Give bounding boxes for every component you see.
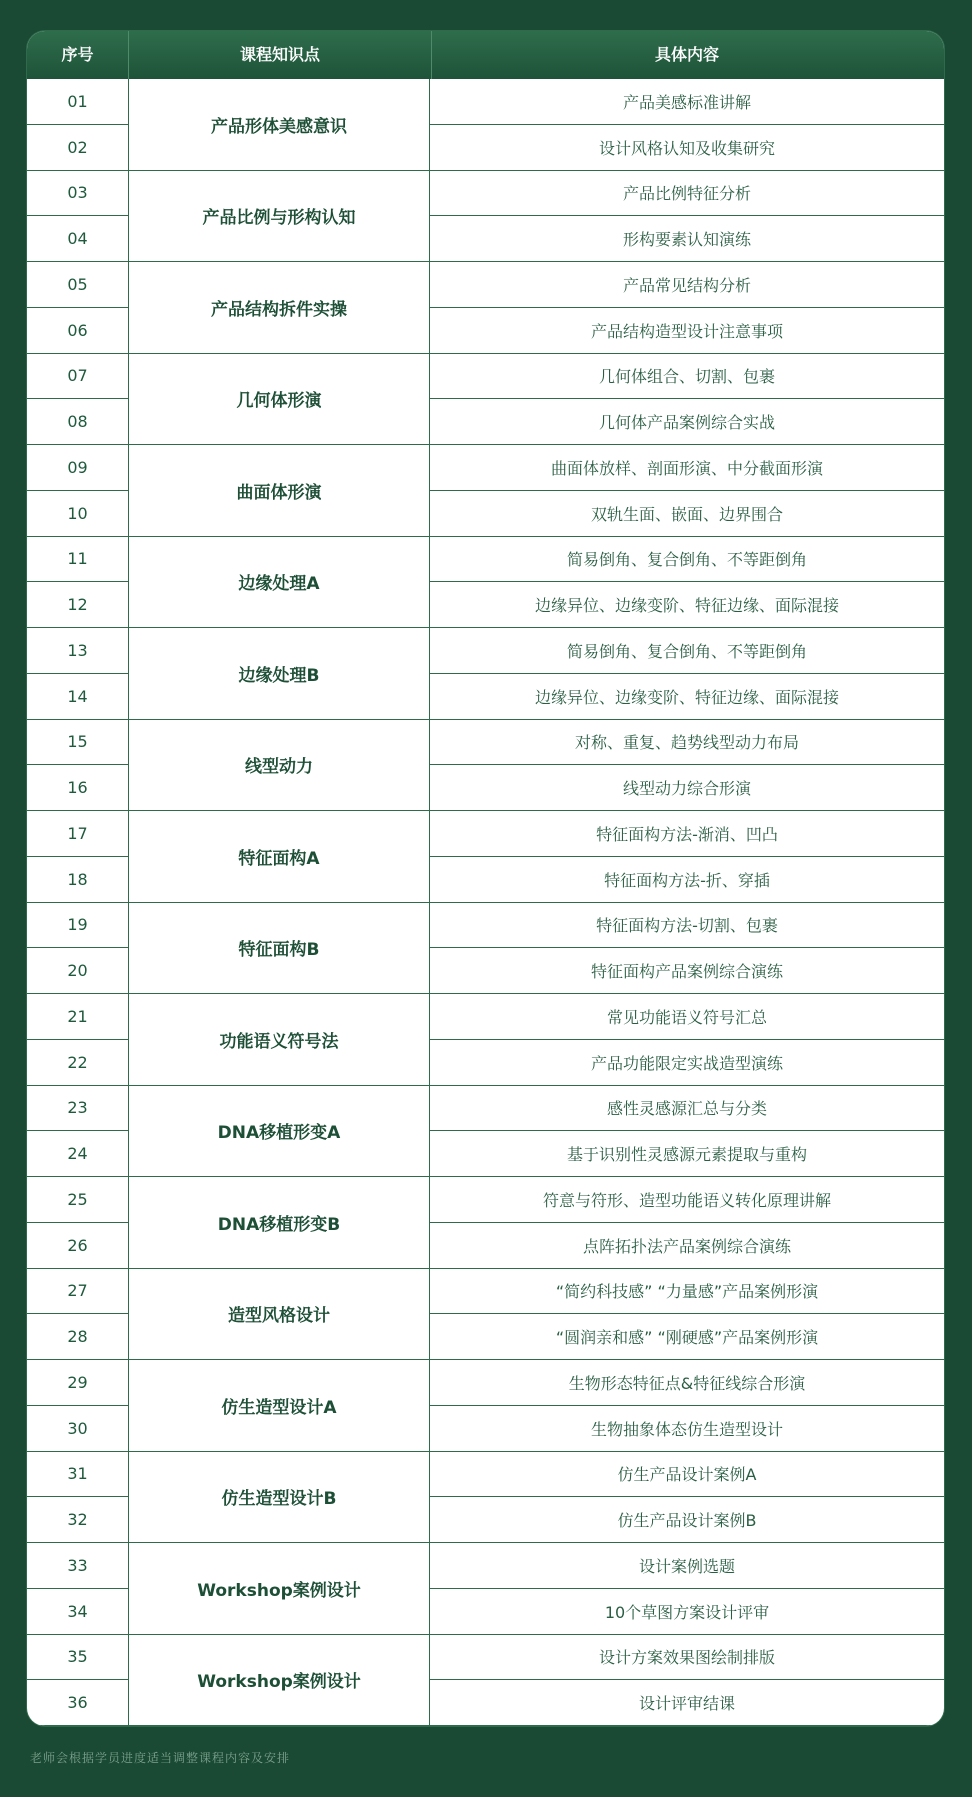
row-number: 30 [27, 1406, 128, 1452]
row-content: 10个草图方案设计评审 [430, 1589, 944, 1635]
table-row [27, 1360, 944, 1406]
row-number: 19 [27, 903, 128, 949]
row-content: 特征面构方法-切割、包裹 [430, 903, 944, 949]
table-row [27, 354, 944, 400]
row-content: 点阵拓扑法产品案例综合演练 [430, 1223, 944, 1269]
row-number: 14 [27, 674, 128, 720]
table-row [27, 1177, 944, 1223]
row-number: 34 [27, 1589, 128, 1635]
row-number: 08 [27, 399, 128, 445]
row-content: 感性灵感源汇总与分类 [430, 1086, 944, 1132]
table-row [27, 1497, 944, 1543]
row-number: 23 [27, 1086, 128, 1132]
table-row [27, 1269, 944, 1315]
row-content: 曲面体放样、剖面形演、中分截面形演 [430, 445, 944, 491]
table-row [27, 811, 944, 857]
table-row [27, 948, 944, 994]
course-topic: 线型动力 [128, 720, 430, 812]
table-row [27, 720, 944, 766]
table-row [27, 765, 944, 811]
row-number: 24 [27, 1131, 128, 1177]
table-row [27, 1314, 944, 1360]
row-number: 05 [27, 262, 128, 308]
row-content: 仿生产品设计案例B [430, 1497, 944, 1543]
row-number: 25 [27, 1177, 128, 1223]
row-number: 17 [27, 811, 128, 857]
table-row [27, 537, 944, 583]
row-content: 设计评审结课 [430, 1680, 944, 1726]
course-topic: 特征面构A [128, 811, 430, 903]
course-topic: Workshop案例设计 [128, 1543, 430, 1635]
row-number: 04 [27, 216, 128, 262]
row-number: 33 [27, 1543, 128, 1589]
table-row [27, 216, 944, 262]
row-content: 几何体产品案例综合实战 [430, 399, 944, 445]
row-number: 21 [27, 994, 128, 1040]
course-topic: DNA移植形变A [128, 1086, 430, 1178]
row-content: 生物形态特征点&特征线综合形演 [430, 1360, 944, 1406]
course-topic: 功能语义符号法 [128, 994, 430, 1086]
table-row [27, 1589, 944, 1635]
row-number: 13 [27, 628, 128, 674]
table-row [27, 1635, 944, 1681]
row-number: 01 [27, 79, 128, 125]
row-content: 特征面构方法-渐消、凹凸 [430, 811, 944, 857]
row-content: 线型动力综合形演 [430, 765, 944, 811]
row-content: 设计风格认知及收集研究 [430, 125, 944, 171]
table-row [27, 1543, 944, 1589]
course-topic: 仿生造型设计B [128, 1452, 430, 1544]
row-number: 09 [27, 445, 128, 491]
table-row [27, 262, 944, 308]
row-number: 06 [27, 308, 128, 354]
row-number: 12 [27, 582, 128, 628]
row-content: 符意与符形、造型功能语义转化原理讲解 [430, 1177, 944, 1223]
row-number: 20 [27, 948, 128, 994]
row-number: 11 [27, 537, 128, 583]
table-row [27, 628, 944, 674]
row-number: 29 [27, 1360, 128, 1406]
row-content: 边缘异位、边缘变阶、特征边缘、面际混接 [430, 582, 944, 628]
row-content: 简易倒角、复合倒角、不等距倒角 [430, 628, 944, 674]
row-number: 22 [27, 1040, 128, 1086]
row-content: 设计案例选题 [430, 1543, 944, 1589]
course-topic: 特征面构B [128, 903, 430, 995]
course-topic: 边缘处理A [128, 537, 430, 629]
row-number: 35 [27, 1635, 128, 1681]
course-topic: 产品结构拆件实操 [128, 262, 430, 354]
row-content: “简约科技感” “力量感”产品案例形演 [430, 1269, 944, 1315]
row-number: 10 [27, 491, 128, 537]
table-row [27, 125, 944, 171]
table-row [27, 491, 944, 537]
table-row [27, 399, 944, 445]
table-row [27, 1680, 944, 1726]
table-row [27, 1223, 944, 1269]
row-content: 几何体组合、切割、包裹 [430, 354, 944, 400]
row-content: “圆润亲和感” “刚硬感”产品案例形演 [430, 1314, 944, 1360]
row-content: 生物抽象体态仿生造型设计 [430, 1406, 944, 1452]
header-topic: 课程知识点 [128, 31, 432, 79]
table-row [27, 903, 944, 949]
table-row [27, 674, 944, 720]
row-content: 仿生产品设计案例A [430, 1452, 944, 1498]
row-content: 产品常见结构分析 [430, 262, 944, 308]
table-row [27, 445, 944, 491]
row-number: 15 [27, 720, 128, 766]
header-no: 序号 [61, 45, 94, 64]
row-content: 基于识别性灵感源元素提取与重构 [430, 1131, 944, 1177]
row-content: 产品比例特征分析 [430, 171, 944, 217]
course-topic: 几何体形演 [128, 354, 430, 446]
row-number: 26 [27, 1223, 128, 1269]
row-number: 27 [27, 1269, 128, 1315]
table-body [27, 79, 944, 1726]
table-row [27, 1086, 944, 1132]
row-number: 31 [27, 1452, 128, 1498]
row-content: 产品美感标准讲解 [430, 79, 944, 125]
header-content: 具体内容 [654, 45, 719, 64]
row-number: 18 [27, 857, 128, 903]
row-content: 双轨生面、嵌面、边界围合 [430, 491, 944, 537]
table-row [27, 1131, 944, 1177]
row-content: 简易倒角、复合倒角、不等距倒角 [430, 537, 944, 583]
row-content: 特征面构产品案例综合演练 [430, 948, 944, 994]
row-number: 36 [27, 1680, 128, 1726]
row-number: 28 [27, 1314, 128, 1360]
row-content: 产品结构造型设计注意事项 [430, 308, 944, 354]
row-number: 02 [27, 125, 128, 171]
row-content: 对称、重复、趋势线型动力布局 [430, 720, 944, 766]
table-row [27, 857, 944, 903]
table-row [27, 582, 944, 628]
table-row [27, 1406, 944, 1452]
table-row [27, 1040, 944, 1086]
table-row [27, 1452, 944, 1498]
row-content: 边缘异位、边缘变阶、特征边缘、面际混接 [430, 674, 944, 720]
row-content: 形构要素认知演练 [430, 216, 944, 262]
row-content: 特征面构方法-折、穿插 [430, 857, 944, 903]
table-row [27, 308, 944, 354]
course-topic: 边缘处理B [128, 628, 430, 720]
row-number: 03 [27, 171, 128, 217]
table-header [27, 31, 944, 79]
course-topic: 曲面体形演 [128, 445, 430, 537]
course-topic: DNA移植形变B [128, 1177, 430, 1269]
row-number: 32 [27, 1497, 128, 1543]
table-row [27, 171, 944, 217]
row-content: 设计方案效果图绘制排版 [430, 1635, 944, 1681]
course-topic: 造型风格设计 [128, 1269, 430, 1361]
course-table-card [27, 31, 944, 1726]
row-content: 产品功能限定实战造型演练 [430, 1040, 944, 1086]
course-topic: 仿生造型设计A [128, 1360, 430, 1452]
table-row [27, 994, 944, 1040]
row-number: 16 [27, 765, 128, 811]
course-topic: 产品形体美感意识 [128, 79, 430, 171]
course-topic: Workshop案例设计 [128, 1635, 430, 1727]
course-topic: 产品比例与形构认知 [128, 171, 430, 263]
row-content: 常见功能语义符号汇总 [430, 994, 944, 1040]
footer-note: 老师会根据学员进度适当调整课程内容及安排 [30, 1751, 291, 1765]
row-number: 07 [27, 354, 128, 400]
table-row [27, 79, 944, 125]
